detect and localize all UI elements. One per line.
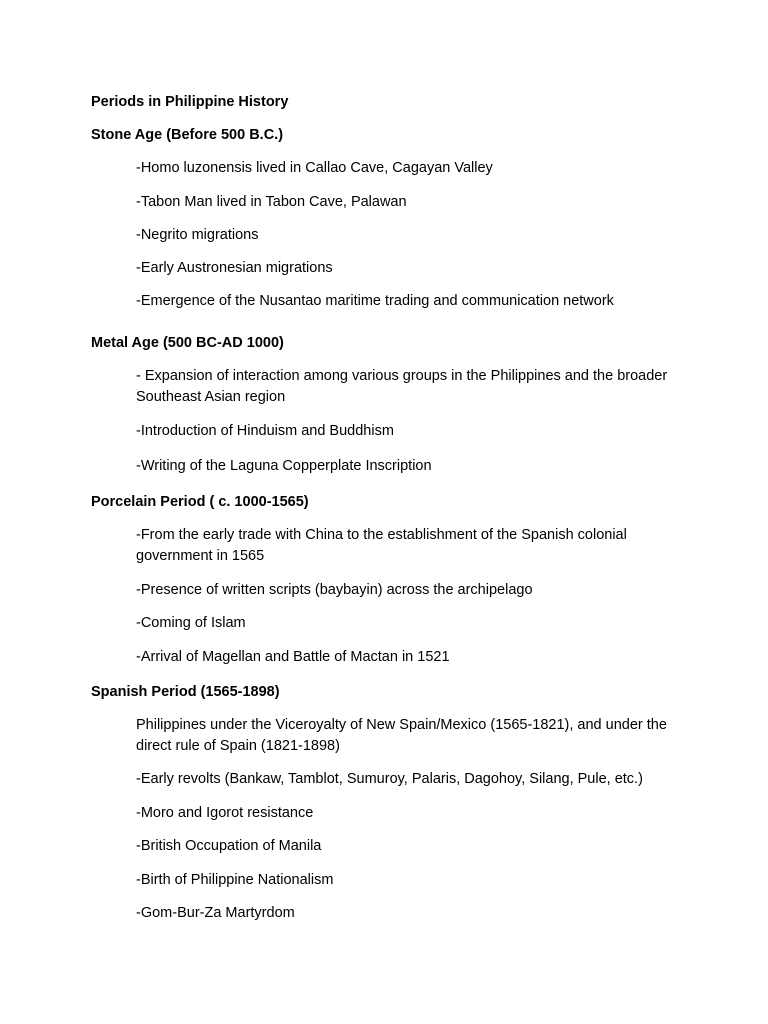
- page-title: Periods in Philippine History: [91, 94, 289, 110]
- list-item: -Arrival of Magellan and Battle of Mactan in 1521: [136, 649, 450, 665]
- section-heading-metal-age: Metal Age (500 BC-AD 1000): [91, 335, 284, 351]
- list-item: -Homo luzonensis lived in Callao Cave, Cagayan Valley: [136, 160, 493, 176]
- list-item: -Tabon Man lived in Tabon Cave, Palawan: [136, 194, 407, 210]
- list-item: Philippines under the Viceroyalty of New Spain/Mexico (1565-1821), and under the direct rule of Spain (1821-1898): [136, 717, 667, 754]
- list-item: -From the early trade with China to the establishment of the Spanish colonial government in 1565: [136, 527, 627, 564]
- section-heading-spanish-period: Spanish Period (1565-1898): [91, 684, 280, 700]
- section-heading-stone-age: Stone Age (Before 500 B.C.): [91, 127, 284, 143]
- list-item: -Presence of written scripts (baybayin) across the archipelago: [136, 582, 533, 598]
- list-item: -Moro and Igorot resistance: [136, 805, 314, 821]
- list-item: - Expansion of interaction among various groups in the Philippines and the broader Southeast Asian region: [136, 368, 668, 405]
- list-item: -Introduction of Hinduism and Buddhism: [136, 423, 394, 439]
- list-item: -Early revolts (Bankaw, Tamblot, Sumuroy, Palaris, Dagohoy, Silang, Pule, etc.): [136, 771, 643, 787]
- list-item: -Emergence of the Nusantao maritime trading and communication network: [136, 293, 614, 309]
- list-item: -British Occupation of Manila: [136, 838, 322, 854]
- list-item: -Negrito migrations: [136, 227, 259, 243]
- list-item: -Coming of Islam: [136, 615, 246, 631]
- section-heading-porcelain-period: Porcelain Period ( c. 1000-1565): [91, 494, 309, 510]
- list-item: -Writing of the Laguna Copperplate Inscription: [136, 458, 432, 474]
- list-item: -Birth of Philippine Nationalism: [136, 872, 334, 888]
- list-item: -Early Austronesian migrations: [136, 260, 333, 276]
- list-item: -Gom-Bur-Za Martyrdom: [136, 905, 295, 921]
